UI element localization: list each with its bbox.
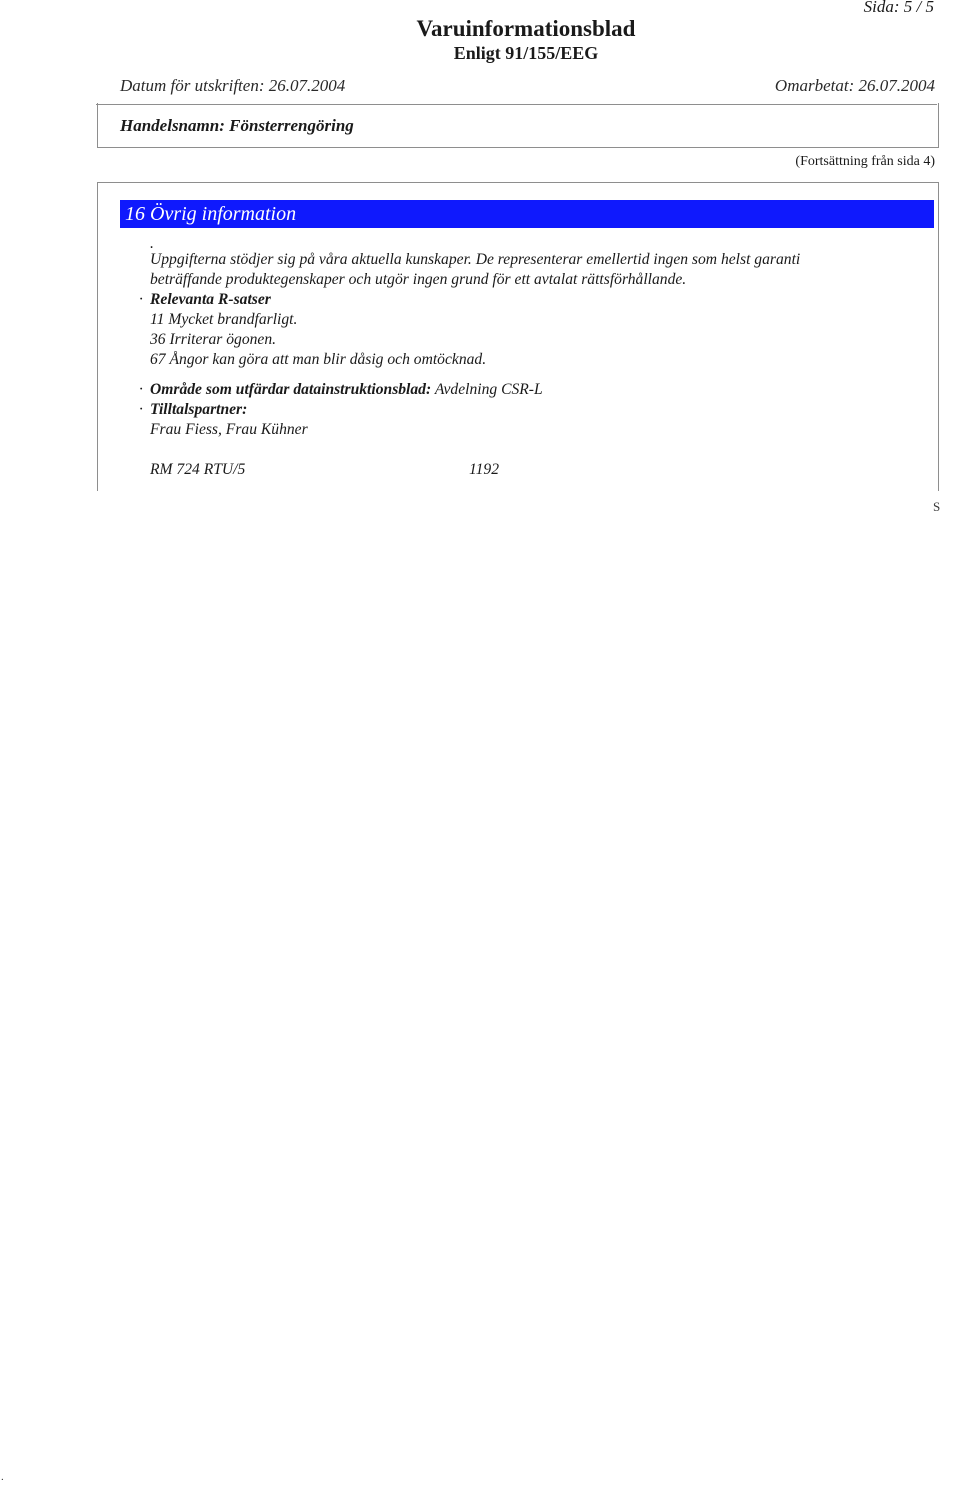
document-subtitle: Enligt 91/155/EEG: [453, 43, 599, 63]
r-phrases-label: Relevanta R-satser: [150, 291, 271, 308]
contact-value: Frau Fiess, Frau Kühner: [150, 421, 308, 438]
print-date: Datum för utskriften: 26.07.2004: [120, 76, 346, 95]
issuer-label: Område som utfärdar datainstruktionsblad:: [150, 381, 432, 398]
contact-label: Tilltalspartner:: [150, 401, 248, 418]
bullet-contact: ·: [139, 401, 143, 418]
bullet-r-phrases: ·: [139, 291, 143, 308]
continuation-note: (Fortsättning från sida 4): [795, 154, 935, 169]
margin-mark: S: [933, 499, 941, 514]
r-phrase-item: 11 Mycket brandfarligt.: [150, 311, 298, 328]
issuer-value: Avdelning CSR-L: [434, 381, 543, 398]
footer-code: RM 724 RTU/5: [150, 461, 246, 478]
disclaimer-line-1: Uppgifterna stödjer sig på våra aktuella kunskaper. De representerar emellertid ingen som helst garanti: [150, 251, 801, 268]
bullet-issuer: ·: [139, 381, 143, 398]
disclaimer-line-2: beträffande produktegenskaper och utgör ingen grund för ett avtalat rättsförhållande.: [150, 271, 687, 288]
revised-date: Omarbetat: 26.07.2004: [774, 76, 935, 95]
r-phrase-item: 36 Irriterar ögonen.: [150, 331, 277, 348]
footer-number: 1192: [469, 461, 500, 478]
document-title: Varuinformationsblad: [416, 16, 636, 41]
issuer-line: [150, 381, 543, 399]
page-number: Sida: 5 / 5: [863, 0, 934, 16]
corner-mark: .: [1, 1471, 4, 1483]
trade-name: Handelsnamn: Fönsterrengöring: [120, 116, 354, 135]
lead-dot: .: [150, 235, 154, 252]
r-phrase-item: 67 Ångor kan göra att man blir dåsig och omtöcknad.: [150, 351, 487, 368]
section-title: 16 Övrig information: [125, 203, 297, 225]
